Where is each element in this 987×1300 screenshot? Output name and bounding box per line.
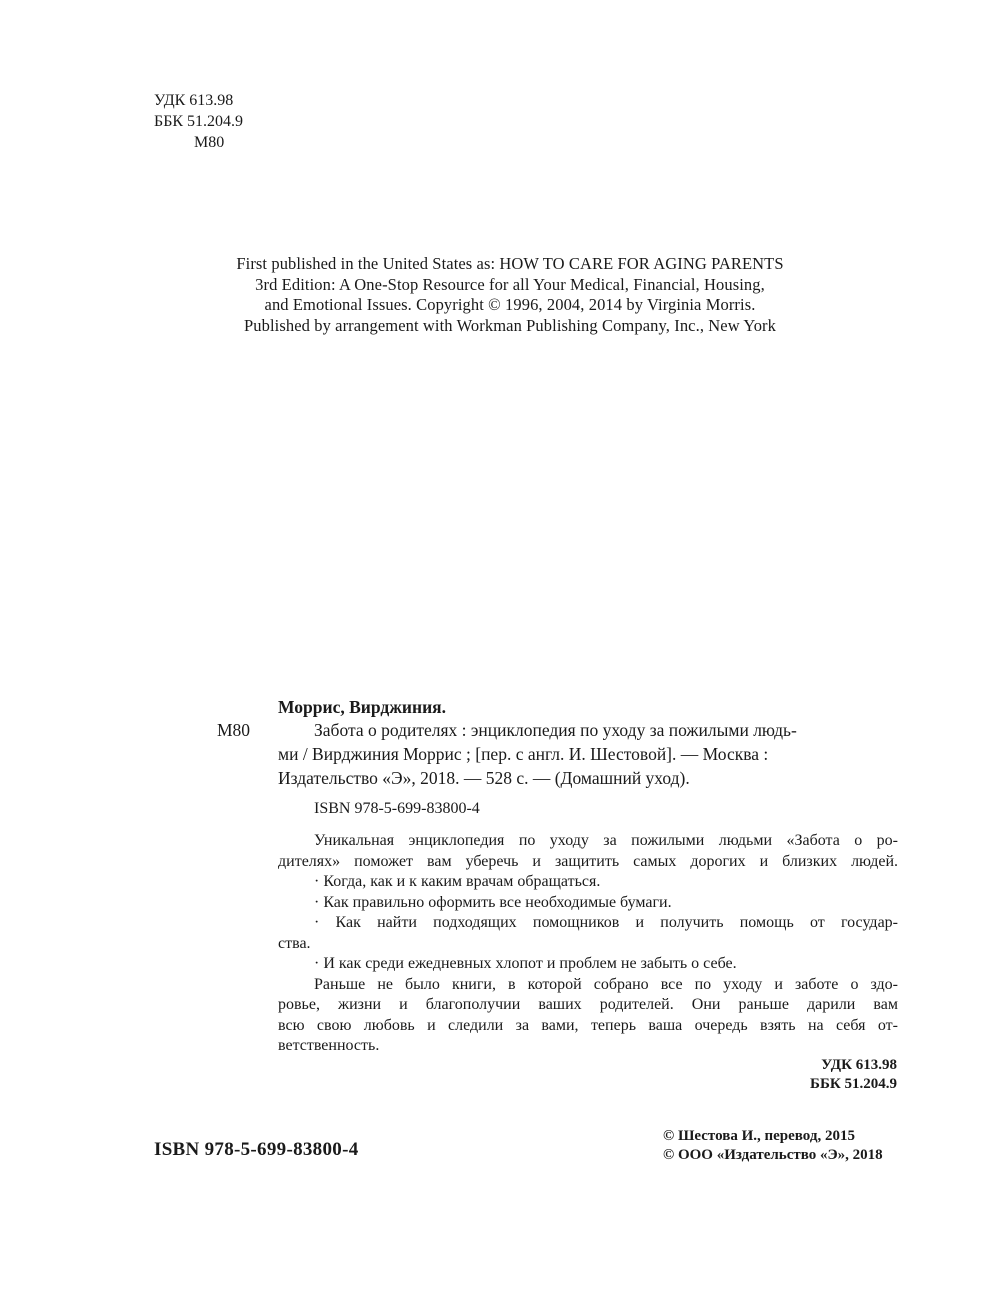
annotation-line: Раньше не было книги, в которой собрано все по уходу и заботе о здо- — [314, 975, 898, 993]
original-edition-line: and Emotional Issues. Copyright © 1996, 2004, 2014 by Virginia Morris. — [264, 295, 756, 314]
catalog-description-line: Забота о родителях : энциклопедия по уходу за пожилыми людь- — [314, 720, 797, 740]
annotation-bullet: · Как найти подходящих помощников и получить помощь от государ- — [314, 914, 898, 931]
annotation-bullet: · Как правильно оформить все необходимые бумаги. — [314, 893, 672, 911]
annotation-bullet: · Когда, как и к каким врачам обращаться. — [314, 873, 601, 890]
original-edition-line: First published in the United States as: HOW TO CARE FOR AGING PARENTS — [236, 254, 784, 273]
annotation-line: всю свою любовь и следили за вами, теперь ваша очередь взять на себя от- — [278, 1016, 898, 1034]
copyright-line: © Шестова И., перевод, 2015 — [663, 1128, 855, 1144]
catalog-description-line: Издательство «Э», 2018. — 528 с. — (Домашний уход). — [278, 768, 690, 788]
annotation-line: ветственность. — [278, 1037, 380, 1054]
catalog-description — [278, 718, 898, 790]
bottom-classification-codes — [700, 1056, 897, 1093]
catalog-isbn: ISBN 978-5-699-83800-4 — [314, 800, 480, 817]
bbk-code: ББК 51.204.9 — [154, 113, 244, 130]
annotation-line: ства. — [278, 934, 311, 952]
top-classification-codes — [154, 90, 243, 153]
annotation — [278, 831, 898, 1057]
author-mark: М80 — [194, 134, 225, 151]
annotation-line: ровье, жизни и благополучии ваших родителей. Они раньше дарили вам — [278, 996, 898, 1013]
udk-code: УДК 613.98 — [154, 92, 234, 109]
udk-code: УДК 613.98 — [821, 1057, 897, 1073]
bbk-code: ББК 51.204.9 — [810, 1075, 897, 1092]
annotation-line: Уникальная энциклопедия по уходу за пожилыми людьми «Забота о ро- — [314, 832, 898, 849]
copyright-line: © ООО «Издательство «Э», 2018 — [663, 1147, 883, 1163]
catalog-author: Моррис, Вирджиния. — [278, 697, 446, 717]
original-edition-notice — [120, 254, 900, 336]
annotation-bullet: · И как среди ежедневных хлопот и проблем не забыть о себе. — [314, 955, 737, 972]
original-edition-line: 3rd Edition: A One-Stop Resource for all Your Medical, Financial, Housing, — [255, 274, 765, 294]
catalog-description-line: ми / Вирджиния Моррис ; [пер. с англ. И. Шестовой]. — Москва : — [278, 744, 769, 764]
main-isbn: ISBN 978-5-699-83800-4 — [154, 1139, 359, 1160]
copyright-notices — [663, 1127, 883, 1165]
catalog-author-mark: М80 — [217, 720, 251, 740]
annotation-line: дителях» поможет вам уберечь и защитить самых дорогих и близких людей. — [278, 852, 898, 870]
original-edition-line: Published by arrangement with Workman Publishing Company, Inc., New York — [244, 315, 776, 335]
